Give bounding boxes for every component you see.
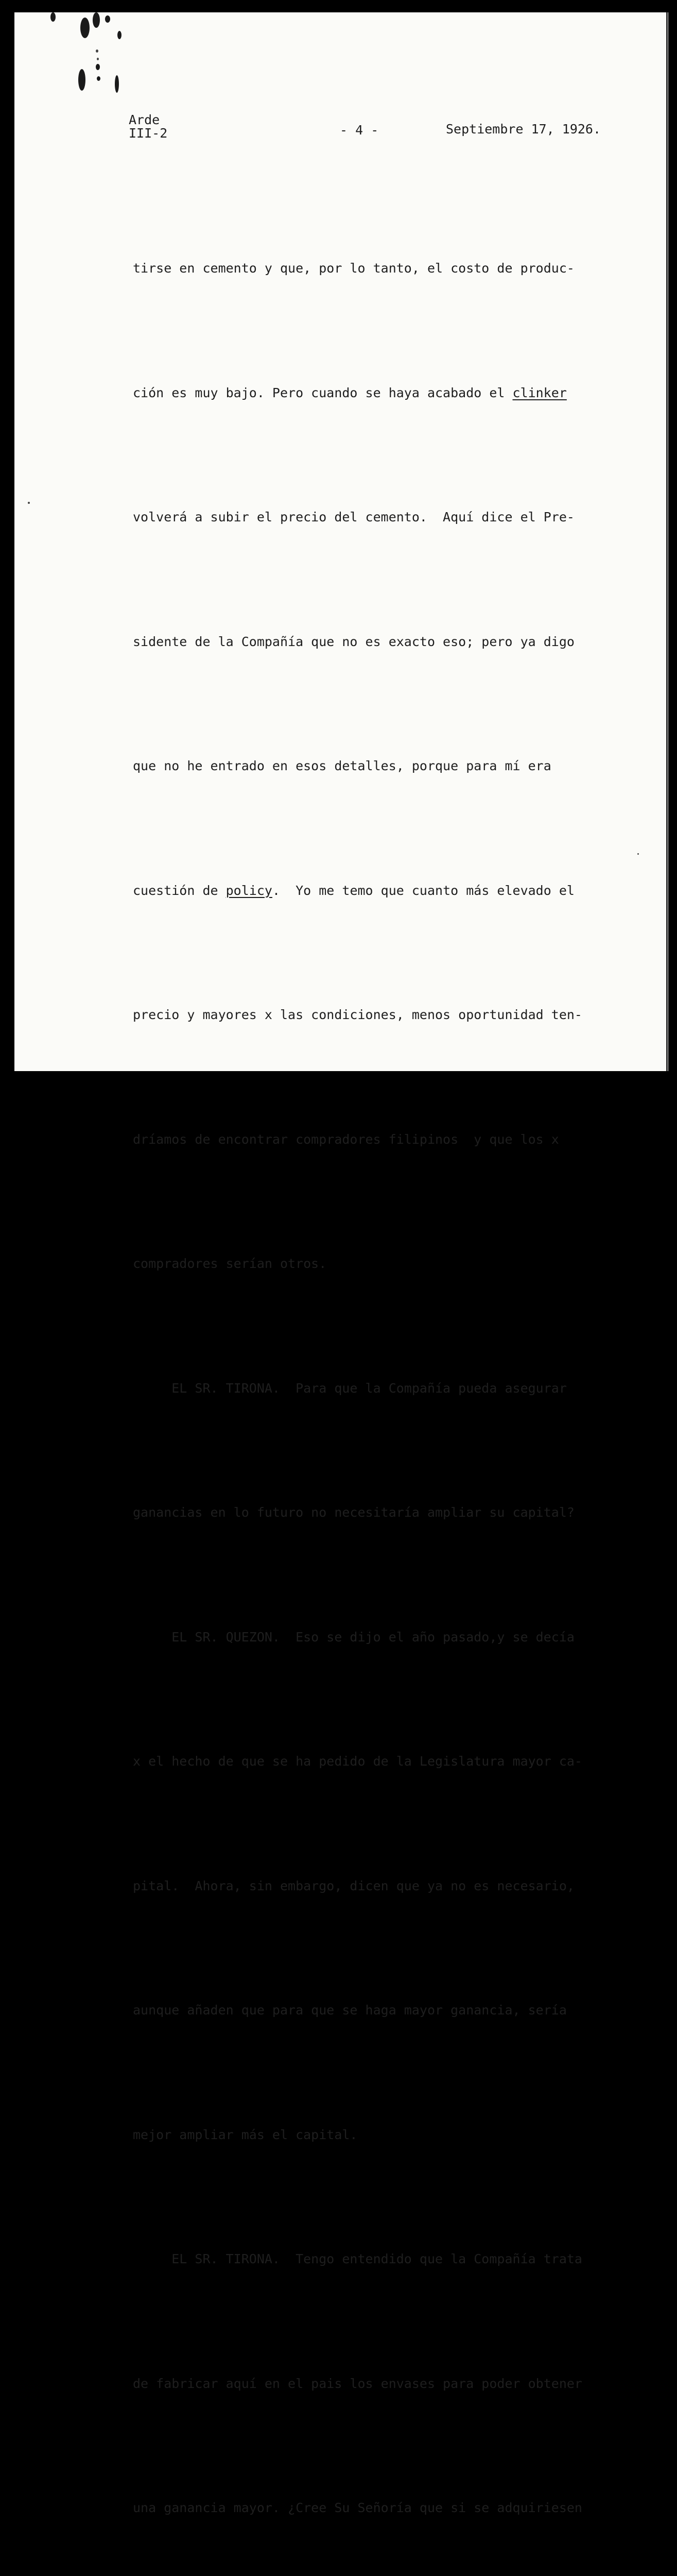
text-line: precio y mayores x las condiciones, menos oportunidad ten- [133,1007,582,1022]
text-line: dríamos de encontrar compradores filipinos y que los x [133,1131,559,1147]
text-line: pital. Ahora, sin embargo, dicen que ya no es necesario, [133,1878,575,1893]
underlined-term: policy [225,883,272,898]
page-number: - 4 - [340,123,379,138]
text-line: de fabricar aquí en el pais los envases para poder obtener [133,2376,582,2391]
text-line: que no he entrado en esos detalles, porque para mí era [133,758,551,773]
ink-blot [50,12,56,22]
ink-blot [105,15,110,23]
text-line: mejor ampliar más el capital. [133,2127,358,2142]
reference-section: III-2 [129,126,168,141]
text-line: volverá a subir el precio del cemento. Aquí dice el Pre- [133,510,575,524]
ink-blot [93,12,100,28]
ink-blot [78,69,85,91]
speck [28,502,30,504]
ink-blot [96,64,100,70]
text-line: ganancias en lo futuro no necesitaría ampliar su capital? [133,1505,575,1520]
ink-blot [115,75,119,93]
speaker-line: EL SR. TIRONA. Para que la Compañía pueda asegurar [133,1380,567,1396]
document-date: Septiembre 17, 1926. [446,122,601,137]
text-line: compradores serían otros. [133,1256,327,1271]
line-text: cuestión de [133,883,226,898]
speck [97,58,99,60]
text-line: tirse en cemento y que, por lo tanto, el costo de produc- [133,261,575,276]
reference-code: Arde [129,112,160,127]
transcript-body [133,165,590,2576]
text-line: una ganancia mayor. ¿Cree Su Señoría que si se adquiriesen [133,2500,582,2515]
text-line [133,870,590,912]
document-page [14,12,668,2515]
speaker-line: EL SR. QUEZON. Eso se dijo el año pasado,y se decía [133,1629,575,1645]
text-line [133,372,590,414]
text-line: sidente de la Compañía que no es exacto eso; pero ya digo [133,634,575,649]
ink-blot [80,18,90,38]
speck [96,49,98,53]
line-text: . Yo me temo que cuanto más elevado el [272,883,575,898]
text-line: x el hecho de que se ha pedido de la Legislatura mayor ca- [133,1754,582,1769]
ink-blot [117,31,121,39]
speck [637,853,639,855]
page-edge-rule [666,12,668,1071]
underlined-term: clinker [512,385,567,400]
speaker-line: EL SR. TIRONA. Tengo entendido que la Compañía trata [133,2251,582,2266]
document-reference [129,113,167,140]
text-line: aunque añaden que para que se haga mayor ganancia, sería [133,2003,567,2018]
line-text: ción es muy bajo. Pero cuando se haya acabado el [133,385,513,400]
ink-blot [97,76,100,81]
